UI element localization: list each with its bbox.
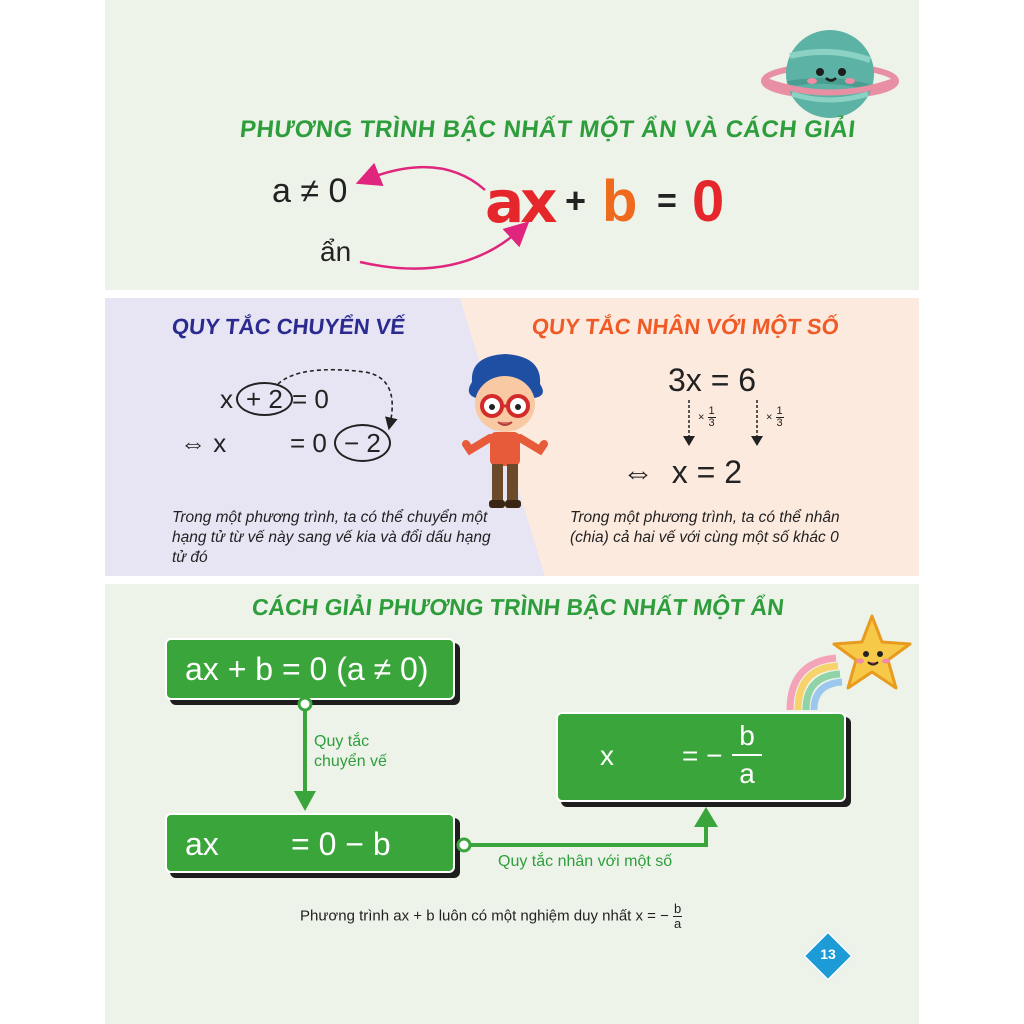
multiply-sign-left: × xyxy=(698,411,705,424)
transferred-equation-left: ax xyxy=(185,826,219,862)
equation-b: b xyxy=(602,169,638,234)
equation-zero: 0 xyxy=(692,169,725,234)
multiply-sign-right: × xyxy=(766,411,773,424)
star-rainbow-illustration xyxy=(786,612,914,712)
step1-label-line2: chuyển vế xyxy=(314,753,387,770)
footer-text: Phương trình ax + b luôn có một nghiệm duy nhất x = − xyxy=(300,907,669,925)
solution-fraction xyxy=(732,718,762,792)
solution-equals-minus: = − xyxy=(682,740,723,771)
page-number: 13 xyxy=(820,946,836,962)
fraction-num: 1 xyxy=(776,405,783,417)
fraction-one-third-right xyxy=(776,406,784,429)
transfer-eq2-rest: = 0 xyxy=(290,428,327,458)
multiply-arrow-right xyxy=(750,400,790,448)
multiply-rule-title: QUY TẮC NHÂN VỚI MỘT SỐ xyxy=(530,314,841,339)
transfer-eq1-rest: = 0 xyxy=(292,384,329,414)
footer-fraction xyxy=(673,902,682,931)
boy-character-illustration xyxy=(460,352,550,512)
section1-arrows xyxy=(340,150,560,290)
general-equation-box xyxy=(165,638,455,700)
multiply-rule-note: Trong một phương trình, ta có thể nhân (chia) cả hai vế với cùng một số khác 0 xyxy=(570,509,840,546)
unknown-label: ẩn xyxy=(320,236,352,267)
step1-label xyxy=(314,732,387,772)
footer-conclusion xyxy=(300,902,682,931)
fraction-one-third-left xyxy=(708,406,716,429)
condition-a-not-zero: a ≠ 0 xyxy=(272,172,348,210)
step2-label: Quy tắc nhân với một số xyxy=(498,853,673,870)
multiply-eq1: 3x = 6 xyxy=(668,362,757,398)
transfer-dashed-arrow xyxy=(270,362,410,432)
fraction-den: 3 xyxy=(708,417,715,429)
multiply-arrow-left xyxy=(682,400,722,448)
footer-fraction-num: b xyxy=(674,901,682,916)
main-title: PHƯƠNG TRÌNH BẬC NHẤT MỘT ẨN VÀ CÁCH GIẢI xyxy=(238,116,858,143)
planet-illustration xyxy=(760,26,900,126)
fraction-num: 1 xyxy=(708,405,715,417)
fraction-den: 3 xyxy=(776,417,783,429)
section-divider-1 xyxy=(105,290,919,298)
solution-x: x xyxy=(600,740,614,771)
transfer-eq2-term-text: − 2 xyxy=(344,428,381,458)
transfer-eq1-x: x xyxy=(220,384,233,414)
general-equation-text: ax + b = 0 (a ≠ 0) xyxy=(185,651,429,687)
equation-plus: + xyxy=(565,180,587,221)
transfer-rule-title: QUY TẮC CHUYỂN VẾ xyxy=(170,314,407,339)
section-divider-2 xyxy=(105,576,919,584)
multiply-eq2: ⇔ x = 2 xyxy=(622,454,743,490)
equation-ax-text: ax xyxy=(485,168,554,236)
footer-fraction-den: a xyxy=(674,916,682,931)
transfer-rule-note: Trong một phương trình, ta có thể chuyển một hạng tử từ vế này sang vế kia và đổi dấu hạng tử đó xyxy=(172,509,491,566)
step1-label-line1: Quy tắc xyxy=(314,733,370,750)
transfer-eq2-equiv: ⇔ x xyxy=(180,428,227,458)
solving-method-title: CÁCH GIẢI PHƯƠNG TRÌNH BẬC NHẤT MỘT ẨN xyxy=(250,594,786,620)
solution-denominator: a xyxy=(739,758,755,789)
equation-equals: = xyxy=(657,182,677,220)
transfer-eq1-term-text: + 2 xyxy=(246,384,283,414)
transferred-equation-right: = 0 − b xyxy=(291,826,391,862)
solution-numerator: b xyxy=(732,718,762,756)
